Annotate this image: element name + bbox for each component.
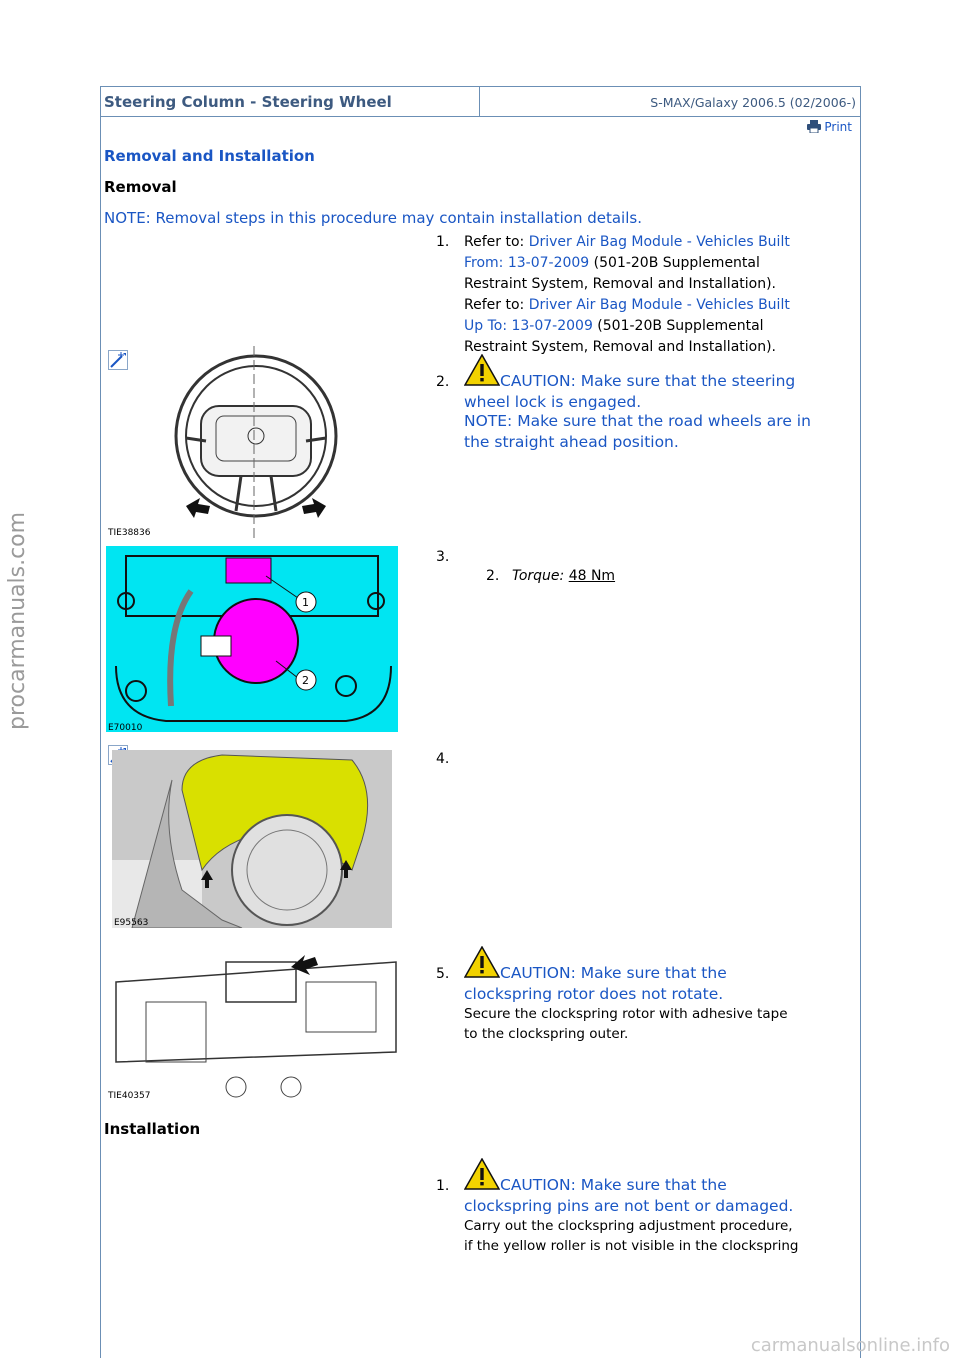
clockspring-figure[interactable] (106, 942, 402, 1100)
link-airbag-upto-2009[interactable]: Driver Air Bag Module - Vehicles Built (528, 297, 790, 313)
header-border (100, 86, 860, 87)
link-airbag-upto-2009-date[interactable]: Up To: 13-07-2009 (464, 318, 593, 334)
refer-prefix: Refer to: (464, 297, 529, 313)
step-5-caution-b: clockspring rotor does not rotate. (464, 985, 724, 1003)
torque-spec (512, 568, 615, 584)
figure-label: TIE40357 (108, 1091, 151, 1100)
figure-label: E95563 (114, 918, 149, 928)
print-link[interactable] (807, 120, 852, 134)
refer-suffix-2: Restraint System, Removal and Installation). (464, 276, 776, 292)
page-title: Steering Column - Steering Wheel (104, 93, 392, 111)
page-border-left (100, 86, 101, 1358)
step-5-caution-a: CAUTION: Make sure that the (500, 964, 727, 982)
figure-label: TIE38836 (108, 528, 151, 538)
removal-heading: Removal (104, 178, 177, 196)
model-label: S-MAX/Galaxy 2006.5 (02/2006-) (650, 95, 856, 110)
figure-label: E70010 (108, 723, 143, 732)
header-cell-divider (479, 86, 480, 116)
step-3-number: 3. (436, 549, 450, 565)
step-4-number: 4. (436, 751, 450, 767)
removal-note: NOTE: Removal steps in this procedure may contain installation details. (104, 209, 642, 227)
installation-heading: Installation (104, 1120, 201, 1138)
install-step-1-caution-a: CAUTION: Make sure that the (500, 1176, 727, 1194)
link-airbag-from-2009-date[interactable]: From: 13-07-2009 (464, 255, 590, 271)
warning-triangle-icon (464, 1158, 500, 1190)
section-title: Removal and Installation (104, 147, 315, 165)
printer-icon (807, 120, 821, 133)
torque-label: Torque: (512, 568, 565, 584)
svg-text:procarmanuals.com: procarmanuals.com (5, 511, 30, 730)
header-divider (100, 116, 860, 117)
link-airbag-from-2009[interactable]: Driver Air Bag Module - Vehicles Built (528, 234, 790, 250)
refer-suffix-2: Restraint System, Removal and Installation). (464, 339, 776, 355)
step-3-sub-number: 2. (486, 568, 500, 584)
warning-triangle-icon (464, 354, 500, 386)
steering-wheel-figure[interactable] (106, 346, 396, 538)
step-2-note-b: the straight ahead position. (464, 433, 679, 451)
step-2-number: 2. (436, 374, 450, 390)
step-1-text (464, 232, 844, 358)
refer-prefix: Refer to: (464, 234, 529, 250)
warning-triangle-icon (464, 946, 500, 978)
step-5-text-a: Secure the clockspring rotor with adhesive tape (464, 1006, 788, 1022)
install-step-1-text-a: Carry out the clockspring adjustment procedure, (464, 1218, 793, 1234)
step-5-number: 5. (436, 966, 450, 982)
callout-2: 2 (302, 674, 309, 687)
install-step-1-caution-b: clockspring pins are not bent or damaged. (464, 1197, 794, 1215)
column-shroud-figure[interactable] (112, 750, 392, 928)
step-5-text-b: to the clockspring outer. (464, 1026, 629, 1042)
bottom-watermark: carmanualsonline.info (750, 1335, 950, 1356)
step-2-caution-a: CAUTION: Make sure that the steering (500, 372, 796, 390)
print-label: Print (824, 120, 852, 134)
refer-suffix: (501-20B Supplemental (589, 255, 760, 271)
step-2-caution-b: wheel lock is engaged. (464, 393, 642, 411)
airbag-connector-figure[interactable] (106, 546, 398, 732)
install-step-1-text-b: if the yellow roller is not visible in the clockspring (464, 1238, 799, 1254)
callout-1: 1 (302, 596, 309, 609)
step-2-note-a: NOTE: Make sure that the road wheels are in (464, 412, 811, 430)
install-step-1-number: 1. (436, 1178, 450, 1194)
side-watermark (2, 260, 32, 730)
refer-suffix: (501-20B Supplemental (592, 318, 764, 334)
torque-value: 48 Nm (568, 568, 616, 584)
step-1-number: 1. (436, 234, 450, 250)
page-border-right (860, 86, 861, 1358)
